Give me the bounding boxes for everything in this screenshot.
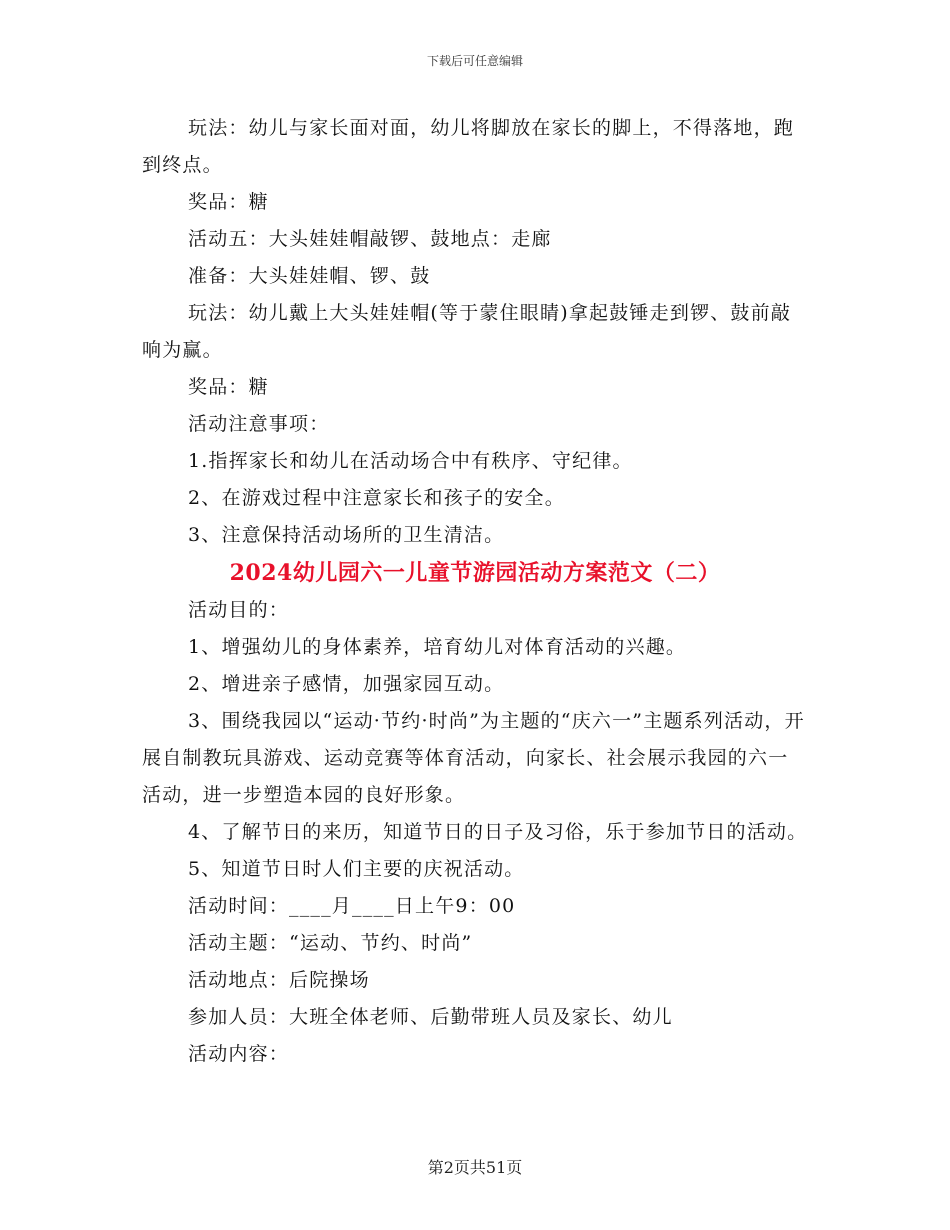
paragraph: 参加人员：大班全体老师、后勤带班人员及家长、幼儿 <box>188 1006 673 1028</box>
page-number: 第2页共51页 <box>427 1158 523 1177</box>
paragraph: 2、在游戏过程中注意家长和孩子的安全。 <box>188 487 565 509</box>
paragraph: 活动主题：“运动、节约、时尚” <box>188 932 473 954</box>
paragraph: 4、了解节日的来历，知道节日的日子及习俗，乐于参加节日的活动。 <box>188 821 808 843</box>
paragraph: 准备：大头娃娃帽、锣、鼓 <box>188 265 431 287</box>
paragraph: 活动地点：后院操场 <box>188 969 370 991</box>
paragraph: 活动内容： <box>188 1043 290 1065</box>
section-title: 2024幼儿园六一儿童节游园活动方案范文（二） <box>229 560 721 586</box>
paragraph: 玩法：幼儿戴上大头娃娃帽(等于蒙住眼睛)拿起鼓锤走到锣、鼓前敲响为赢。 <box>142 302 792 361</box>
paragraph: 玩法：幼儿与家长面对面，幼儿将脚放在家长的脚上，不得落地，跑到终点。 <box>142 117 795 176</box>
paragraph: 2、增进亲子感情，加强家园互动。 <box>188 673 505 695</box>
paragraph: 5、知道节日时人们主要的庆祝活动。 <box>188 858 525 880</box>
paragraph: 活动时间：____月____日上午9：00 <box>188 895 516 917</box>
page-header: 下载后可任意编辑 <box>426 54 523 68</box>
paragraph: 1、增强幼儿的身体素养，培育幼儿对体育活动的兴趣。 <box>188 636 687 658</box>
paragraph: 活动五：大头娃娃帽敲锣、鼓地点：走廊 <box>188 228 552 250</box>
paragraph: 3、注意保持活动场所的卫生清洁。 <box>188 524 505 546</box>
document-body <box>142 110 808 1073</box>
paragraph: 活动目的： <box>188 599 290 621</box>
paragraph: 1.指挥家长和幼儿在活动场合中有秩序、守纪律。 <box>188 450 633 472</box>
paragraph: 奖品：糖 <box>188 191 269 213</box>
paragraph: 奖品：糖 <box>188 376 269 398</box>
paragraph: 活动注意事项： <box>188 413 330 435</box>
paragraph: 3、围绕我园以“运动·节约·时尚”为主题的“庆六一”主题系列活动，开展自制教玩具游戏、运动竞赛等体育活动，向家长、社会展示我园的六一活动，进一步塑造本园的良好形象。 <box>142 710 805 806</box>
